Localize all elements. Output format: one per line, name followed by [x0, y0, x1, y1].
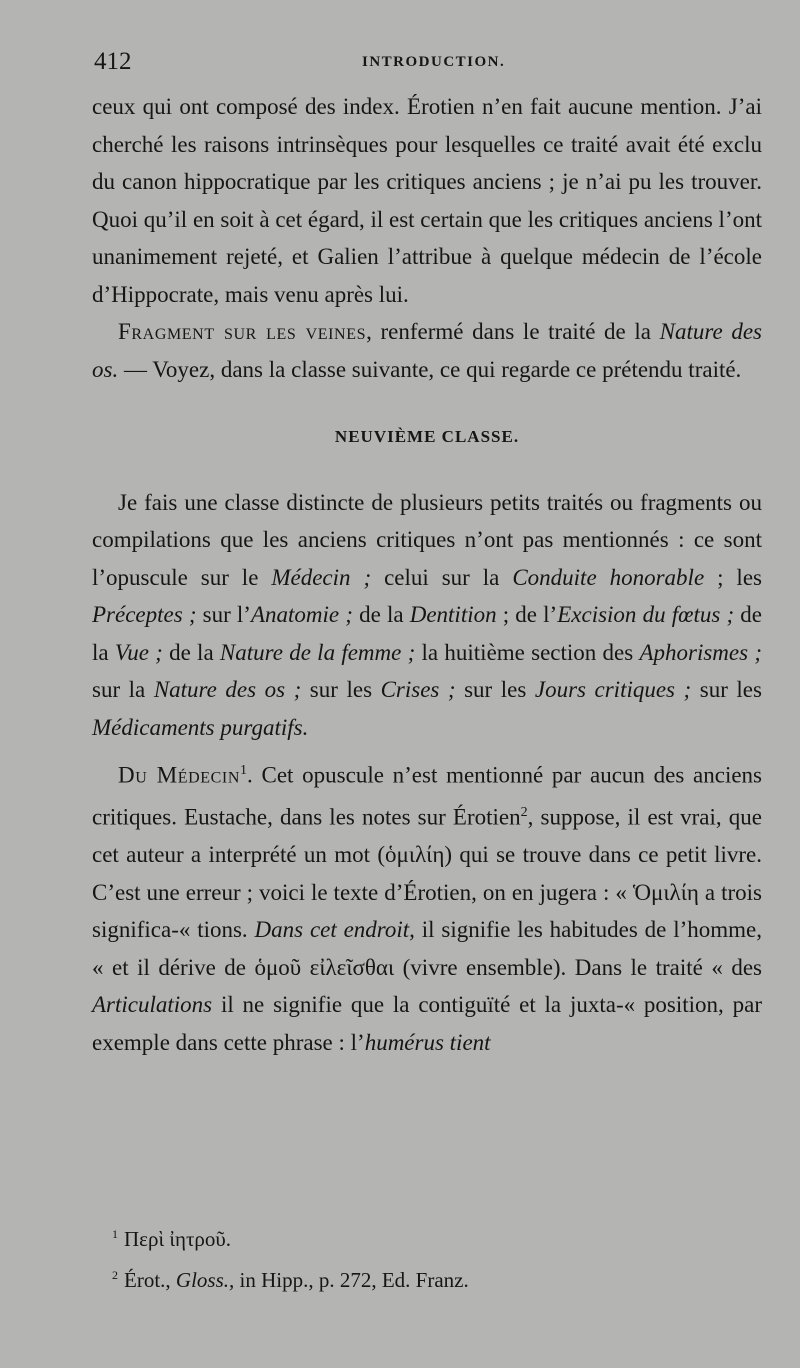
text-run: de la — [92, 602, 762, 665]
footnote-ref-2: 2 — [520, 805, 528, 821]
paragraph-3 — [92, 484, 762, 747]
footnote-1 — [112, 1216, 752, 1257]
text-run: de la — [162, 639, 220, 665]
footnotes — [112, 1216, 752, 1298]
italic-run: Crises ; — [380, 677, 456, 702]
text-run: sur la — [92, 677, 154, 702]
paragraph-4 — [92, 752, 762, 1061]
text-run: — Voyez, dans la classe suivante, ce qui regarde ce prétendu traité. — [118, 356, 742, 382]
page-number: 412 — [94, 48, 132, 75]
fragment-title: Fragment sur les veines — [118, 319, 367, 344]
main-text — [92, 88, 762, 1061]
text-run: . Cet opuscule n’est mentionné par aucun des anciens critiques. Eustache, dans les notes sur Érotien — [92, 762, 763, 830]
italic-run: Nature de la femme ; — [219, 639, 416, 665]
footnote-ref-1: 1 — [240, 763, 248, 778]
text-run: , suppose, il est vrai, que cet auteur a interprété un mot (ὁμιλίη) qui se trouve dans ce petit livre. C’est une erreur ; voici le texte d’Érotien, on en jugera : « Ὁμιλίη a trois significa-« tions. — [92, 804, 763, 943]
paragraph-2 — [92, 313, 762, 388]
italic-run: Articulations — [92, 992, 213, 1018]
italic-run: Conduite honorable — [512, 564, 705, 590]
footnote-mark: 1 — [112, 1227, 118, 1241]
text-run: ; les — [704, 564, 762, 590]
italic-run: Jours critiques ; — [534, 677, 692, 702]
italic-run: Nature des os ; — [153, 677, 302, 702]
italic-run: Vue ; — [114, 639, 163, 665]
italic-run: Médecin ; — [271, 564, 372, 590]
text-run: , renfermé dans le traité de la — [366, 319, 660, 344]
italic-run: Aphorismes ; — [639, 639, 762, 665]
footnote-mark: 2 — [112, 1268, 118, 1282]
italic-run: Excision du fœtus ; — [557, 602, 735, 627]
medecin-title: Du Médecin — [118, 762, 241, 788]
text-run: sur les — [455, 677, 535, 702]
text-run: la huitième section des — [415, 639, 640, 665]
text-run: de la — [352, 602, 410, 627]
text-run: sur les — [301, 677, 381, 702]
italic-run: Nature des os. — [92, 319, 762, 382]
italic-run: Dans cet endroit, — [254, 917, 415, 943]
footnote-text: Érot., — [124, 1268, 176, 1292]
italic-run: Préceptes ; — [92, 602, 197, 627]
footnote-text: Περὶ ἰητροῦ. — [124, 1227, 232, 1251]
footnote-text: in Hipp., p. 272, Ed. Franz. — [234, 1268, 469, 1292]
italic-run: Dentition — [409, 602, 497, 627]
text-run: ; de l’ — [496, 602, 558, 627]
footnote-italic: Gloss., — [175, 1268, 235, 1292]
text-run: il signifie les habitudes de l’homme, « et il dérive de ὁμοῦ εἰλεῖσθαι (vivre ensemble). Dans le traité « des — [92, 917, 762, 980]
paragraph-1: ceux qui ont composé des index. Érotien n’en fait aucune mention. J’ai cherché les raisons intrinsèques pour lesquelles ce traité avait été exclu du canon hippocratique par les critiques anciens ; je n’ai pu les trouver. Quoi qu’il en soit à cet égard, il est certain que les critiques anciens l’ont unanimement rejeté, et Galien l’attribue à quelque médecin de l’école d’Hippocrate, mais venu après lui. — [92, 94, 762, 307]
italic-run: humérus tient — [364, 1029, 491, 1055]
text-run: il ne signifie que la contiguïté et la juxta-« position, par exemple dans cette phrase : l’ — [92, 992, 762, 1055]
text-run: Je fais une classe distincte de plusieurs petits traités ou fragments ou compilations que les anciens critiques n’ont pas mentionnés : ce sont l’opuscule sur le — [92, 489, 762, 590]
italic-run: Médicaments purgatifs. — [92, 714, 309, 740]
italic-run: Anatomie ; — [250, 602, 353, 627]
text-run: sur les — [691, 677, 762, 702]
text-run: celui sur la — [371, 564, 513, 590]
page-header — [92, 48, 762, 78]
footnote-2 — [112, 1257, 752, 1298]
text-run: sur l’ — [196, 602, 251, 627]
running-title: INTRODUCTION. — [362, 54, 506, 70]
section-heading: NEUVIÈME CLASSE. — [334, 427, 520, 446]
